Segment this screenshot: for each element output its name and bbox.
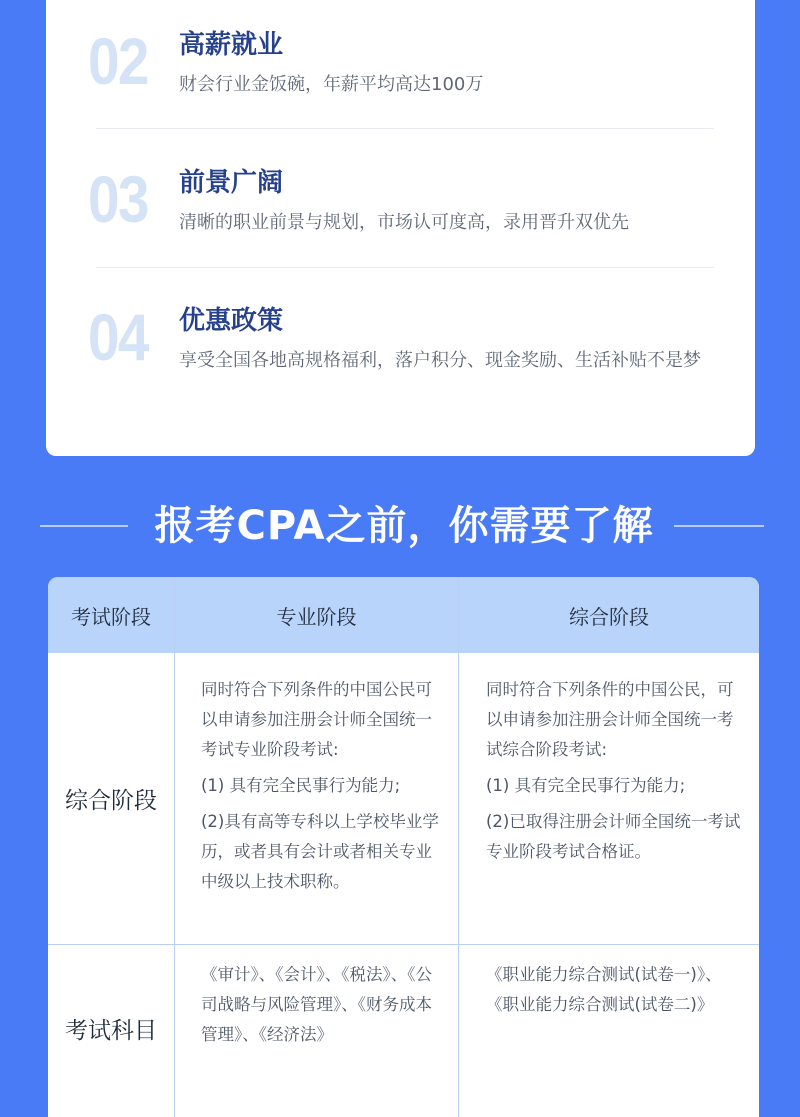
table-header-cell: 专业阶段 (276, 604, 357, 629)
table-row-label: 考试科目 (65, 1017, 157, 1044)
table-cell (174, 675, 459, 903)
benefit-number: 03 (88, 162, 148, 236)
table-row-label: 综合阶段 (65, 788, 157, 814)
benefit-description: 财会行业金饭碗，年薪平均高达100万 (179, 74, 484, 95)
table-cell (459, 960, 759, 1026)
cell-paragraph: (2)具有高等专科以上学校毕业学历，或者具有会计或者相关专业中级以上技术职称。 (201, 812, 439, 891)
benefit-description: 享受全国各地高规格福利，落户积分、现金奖励、生活补贴不是梦 (179, 350, 701, 371)
cell-paragraph: (1) 具有完全民事行为能力; (486, 776, 686, 795)
benefits-card (46, 0, 755, 456)
divider (96, 128, 714, 129)
cell-paragraph: 《职业能力综合测试(试卷一)》、《职业能力综合测试(试卷二)》 (486, 965, 722, 1014)
benefit-title: 前景广阔 (179, 168, 284, 198)
cell-paragraph: 同时符合下列条件的中国公民可以申请参加注册会计师全国统一考试专业阶段考试: (201, 680, 432, 759)
table-cell (174, 960, 459, 1056)
table-header-cell: 综合阶段 (569, 604, 649, 629)
cell-paragraph: 同时符合下列条件的中国公民，可以申请参加注册会计师全国统一考试综合阶段考试: (486, 680, 734, 759)
table-header (48, 577, 759, 653)
heading-decor-line (40, 525, 128, 527)
exam-info-table (48, 577, 759, 1117)
heading-decor-line (674, 525, 764, 527)
table-cell (459, 675, 759, 873)
benefit-description: 清晰的职业前景与规划，市场认可度高，录用晋升双优先 (179, 212, 629, 233)
cell-paragraph: (2)已取得注册会计师全国统一考试专业阶段考试合格证。 (486, 812, 741, 861)
benefit-number: 04 (88, 300, 148, 374)
table-header-cell: 考试阶段 (71, 604, 151, 629)
benefit-title: 优惠政策 (179, 306, 284, 336)
cell-paragraph: 《审计》、《会计》、《税法》、《公司战略与风险管理》、《财务成本管理》、《经济法》 (201, 965, 432, 1044)
benefit-title: 高薪就业 (179, 30, 284, 60)
section-heading (0, 496, 800, 556)
cell-paragraph: (1) 具有完全民事行为能力; (201, 776, 401, 795)
benefit-number: 02 (88, 24, 148, 98)
section-title: 报考CPA之前，你需要了解 (154, 503, 654, 549)
divider (96, 267, 714, 268)
